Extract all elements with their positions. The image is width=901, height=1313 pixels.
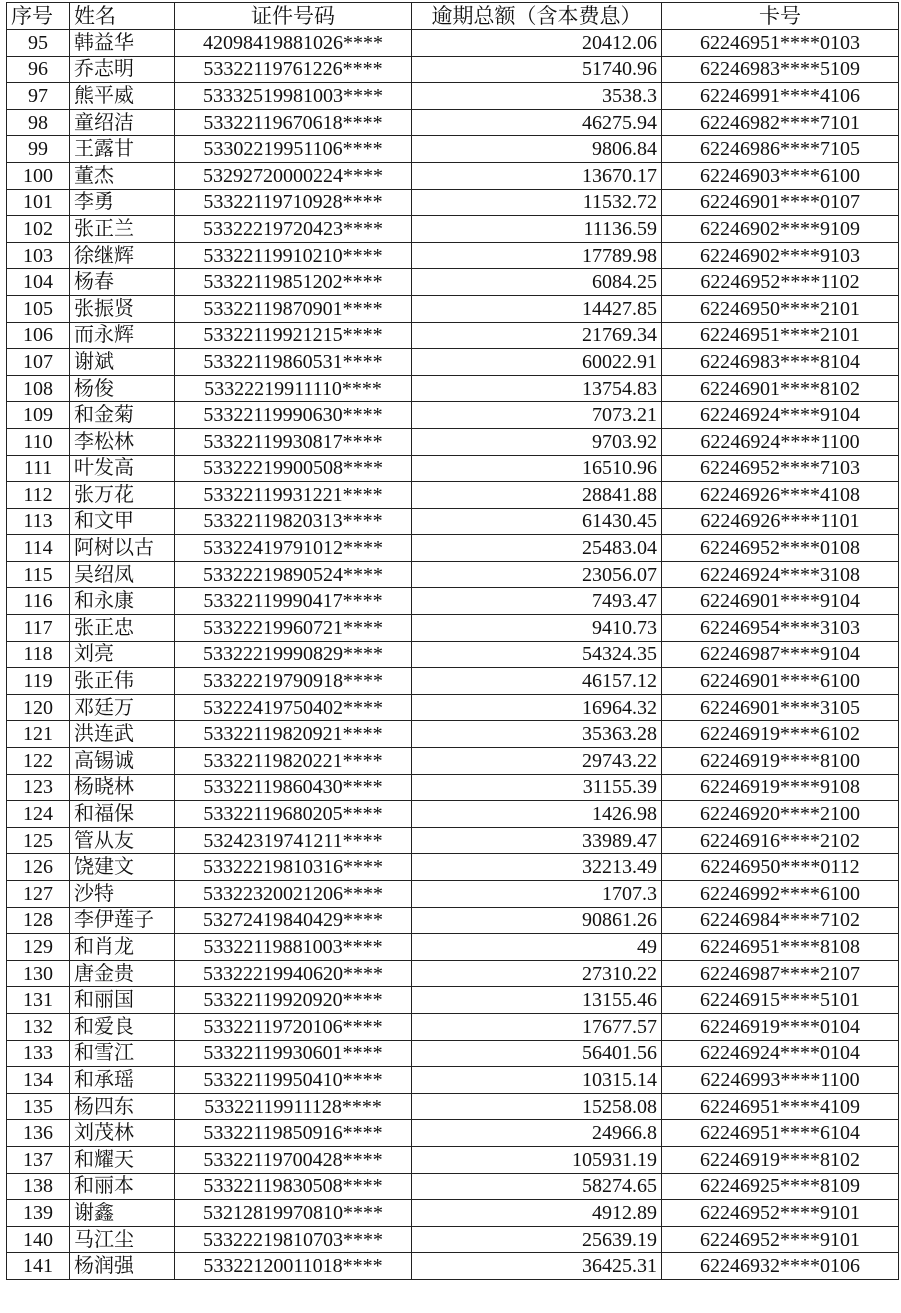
card-number: 62246916****2102 <box>662 827 899 854</box>
row-index: 111 <box>7 455 70 482</box>
id-number: 53322320021206**** <box>175 881 412 908</box>
person-name: 李松林 <box>70 428 175 455</box>
row-index: 134 <box>7 1067 70 1094</box>
card-number: 62246901****0107 <box>662 189 899 216</box>
table-row <box>7 242 899 269</box>
table-row <box>7 748 899 775</box>
table-row <box>7 162 899 189</box>
card-number: 62246924****0104 <box>662 1040 899 1067</box>
table-row <box>7 349 899 376</box>
id-number: 53322219810703**** <box>175 1226 412 1253</box>
card-number: 62246951****2101 <box>662 322 899 349</box>
table-row <box>7 402 899 429</box>
row-index: 103 <box>7 242 70 269</box>
overdue-amount: 25483.04 <box>412 535 662 562</box>
table-row <box>7 774 899 801</box>
id-number: 53322119851202**** <box>175 269 412 296</box>
id-number: 53322119920920**** <box>175 987 412 1014</box>
table-row <box>7 83 899 110</box>
person-name: 唐金贵 <box>70 960 175 987</box>
card-number: 62246901****8102 <box>662 375 899 402</box>
row-index: 105 <box>7 295 70 322</box>
row-index: 122 <box>7 748 70 775</box>
overdue-amount: 51740.96 <box>412 56 662 83</box>
row-index: 138 <box>7 1173 70 1200</box>
row-index: 102 <box>7 216 70 243</box>
card-number: 62246952****9101 <box>662 1200 899 1227</box>
table-row <box>7 375 899 402</box>
overdue-amount: 32213.49 <box>412 854 662 881</box>
row-index: 117 <box>7 615 70 642</box>
id-number: 53322119990630**** <box>175 402 412 429</box>
overdue-amount: 21769.34 <box>412 322 662 349</box>
id-number: 53322119910210**** <box>175 242 412 269</box>
table-row <box>7 721 899 748</box>
row-index: 128 <box>7 907 70 934</box>
table-row <box>7 1120 899 1147</box>
card-number: 62246952****1102 <box>662 269 899 296</box>
id-number: 42098419881026**** <box>175 30 412 57</box>
row-index: 133 <box>7 1040 70 1067</box>
person-name: 和雪江 <box>70 1040 175 1067</box>
person-name: 邓廷万 <box>70 694 175 721</box>
row-index: 132 <box>7 1013 70 1040</box>
overdue-amount: 13670.17 <box>412 162 662 189</box>
table-body <box>7 30 899 1280</box>
person-name: 杨四东 <box>70 1093 175 1120</box>
card-number: 62246902****9109 <box>662 216 899 243</box>
id-number: 53322219940620**** <box>175 960 412 987</box>
table-row <box>7 109 899 136</box>
id-number: 53322119680205**** <box>175 801 412 828</box>
person-name: 董杰 <box>70 162 175 189</box>
person-name: 叶发高 <box>70 455 175 482</box>
header-id-number: 证件号码 <box>175 3 412 30</box>
overdue-amount: 4912.89 <box>412 1200 662 1227</box>
row-index: 127 <box>7 881 70 908</box>
table-row <box>7 615 899 642</box>
id-number: 53332519981003**** <box>175 83 412 110</box>
overdue-amount: 17677.57 <box>412 1013 662 1040</box>
table-row <box>7 1067 899 1094</box>
card-number: 62246954****3103 <box>662 615 899 642</box>
header-index: 序号 <box>7 3 70 30</box>
card-number: 62246952****7103 <box>662 455 899 482</box>
id-number: 53222419750402**** <box>175 694 412 721</box>
overdue-amount: 61430.45 <box>412 508 662 535</box>
overdue-amount: 46275.94 <box>412 109 662 136</box>
person-name: 马江尘 <box>70 1226 175 1253</box>
table-row <box>7 269 899 296</box>
row-index: 115 <box>7 561 70 588</box>
row-index: 101 <box>7 189 70 216</box>
card-number: 62246992****6100 <box>662 881 899 908</box>
row-index: 99 <box>7 136 70 163</box>
row-index: 106 <box>7 322 70 349</box>
id-number: 53322119860531**** <box>175 349 412 376</box>
person-name: 阿树以古 <box>70 535 175 562</box>
person-name: 张正伟 <box>70 668 175 695</box>
row-index: 141 <box>7 1253 70 1280</box>
id-number: 53322119930817**** <box>175 428 412 455</box>
person-name: 王露甘 <box>70 136 175 163</box>
card-number: 62246984****7102 <box>662 907 899 934</box>
person-name: 吴绍凤 <box>70 561 175 588</box>
overdue-amount: 13155.46 <box>412 987 662 1014</box>
row-index: 124 <box>7 801 70 828</box>
card-number: 62246951****4109 <box>662 1093 899 1120</box>
card-number: 62246924****9104 <box>662 402 899 429</box>
overdue-amount: 11532.72 <box>412 189 662 216</box>
card-number: 62246919****0104 <box>662 1013 899 1040</box>
person-name: 熊平威 <box>70 83 175 110</box>
overdue-amount: 27310.22 <box>412 960 662 987</box>
id-number: 53322119830508**** <box>175 1173 412 1200</box>
id-number: 53292720000224**** <box>175 162 412 189</box>
table-row <box>7 1173 899 1200</box>
person-name: 张振贤 <box>70 295 175 322</box>
person-name: 和丽本 <box>70 1173 175 1200</box>
table-row <box>7 30 899 57</box>
person-name: 韩益华 <box>70 30 175 57</box>
person-name: 和耀天 <box>70 1146 175 1173</box>
row-index: 108 <box>7 375 70 402</box>
person-name: 和福保 <box>70 801 175 828</box>
person-name: 杨春 <box>70 269 175 296</box>
card-number: 62246982****7101 <box>662 109 899 136</box>
person-name: 李伊莲子 <box>70 907 175 934</box>
table-row <box>7 508 899 535</box>
row-index: 107 <box>7 349 70 376</box>
person-name: 徐继辉 <box>70 242 175 269</box>
card-number: 62246950****2101 <box>662 295 899 322</box>
person-name: 杨晓林 <box>70 774 175 801</box>
card-number: 62246951****6104 <box>662 1120 899 1147</box>
row-index: 97 <box>7 83 70 110</box>
overdue-amount: 24966.8 <box>412 1120 662 1147</box>
person-name: 杨润强 <box>70 1253 175 1280</box>
overdue-amount: 17789.98 <box>412 242 662 269</box>
card-number: 62246991****4106 <box>662 83 899 110</box>
table-row <box>7 854 899 881</box>
row-index: 123 <box>7 774 70 801</box>
person-name: 而永辉 <box>70 322 175 349</box>
overdue-amount: 6084.25 <box>412 269 662 296</box>
overdue-amount: 20412.06 <box>412 30 662 57</box>
row-index: 95 <box>7 30 70 57</box>
id-number: 53322219790918**** <box>175 668 412 695</box>
id-number: 53322119870901**** <box>175 295 412 322</box>
header-name: 姓名 <box>70 3 175 30</box>
table-row <box>7 1093 899 1120</box>
table-row <box>7 1200 899 1227</box>
id-number: 53242319741211**** <box>175 827 412 854</box>
table-row <box>7 428 899 455</box>
id-number: 53322119990417**** <box>175 588 412 615</box>
table-row <box>7 641 899 668</box>
overdue-amount: 14427.85 <box>412 295 662 322</box>
overdue-amount: 9410.73 <box>412 615 662 642</box>
overdue-amount: 11136.59 <box>412 216 662 243</box>
id-number: 53322119921215**** <box>175 322 412 349</box>
table-row <box>7 295 899 322</box>
card-number: 62246987****9104 <box>662 641 899 668</box>
card-number: 62246924****1100 <box>662 428 899 455</box>
table-row <box>7 455 899 482</box>
table-row <box>7 907 899 934</box>
id-number: 53322219960721**** <box>175 615 412 642</box>
card-number: 62246924****3108 <box>662 561 899 588</box>
overdue-amount: 36425.31 <box>412 1253 662 1280</box>
person-name: 沙特 <box>70 881 175 908</box>
card-number: 62246919****8102 <box>662 1146 899 1173</box>
id-number: 53322219890524**** <box>175 561 412 588</box>
card-number: 62246919****9108 <box>662 774 899 801</box>
overdue-amount: 13754.83 <box>412 375 662 402</box>
person-name: 李勇 <box>70 189 175 216</box>
table-row <box>7 482 899 509</box>
overdue-amount: 7073.21 <box>412 402 662 429</box>
person-name: 和承瑶 <box>70 1067 175 1094</box>
id-number: 53322119881003**** <box>175 934 412 961</box>
row-index: 119 <box>7 668 70 695</box>
table-row <box>7 56 899 83</box>
table-row <box>7 987 899 1014</box>
overdue-amount: 1707.3 <box>412 881 662 908</box>
table-row <box>7 561 899 588</box>
person-name: 杨俊 <box>70 375 175 402</box>
id-number: 53322119820221**** <box>175 748 412 775</box>
person-name: 童绍洁 <box>70 109 175 136</box>
card-number: 62246950****0112 <box>662 854 899 881</box>
person-name: 刘茂林 <box>70 1120 175 1147</box>
header-overdue-amount: 逾期总额（含本费息） <box>412 3 662 30</box>
overdue-amount: 16510.96 <box>412 455 662 482</box>
table-row <box>7 881 899 908</box>
row-index: 118 <box>7 641 70 668</box>
overdue-amount: 1426.98 <box>412 801 662 828</box>
overdue-amount: 56401.56 <box>412 1040 662 1067</box>
card-number: 62246993****1100 <box>662 1067 899 1094</box>
card-number: 62246919****6102 <box>662 721 899 748</box>
overdue-amount: 54324.35 <box>412 641 662 668</box>
table-row <box>7 136 899 163</box>
row-index: 135 <box>7 1093 70 1120</box>
card-number: 62246925****8109 <box>662 1173 899 1200</box>
overdue-amount: 31155.39 <box>412 774 662 801</box>
id-number: 53272419840429**** <box>175 907 412 934</box>
row-index: 100 <box>7 162 70 189</box>
id-number: 53322119700428**** <box>175 1146 412 1173</box>
card-number: 62246903****6100 <box>662 162 899 189</box>
card-number: 62246952****9101 <box>662 1226 899 1253</box>
id-number: 53212819970810**** <box>175 1200 412 1227</box>
row-index: 139 <box>7 1200 70 1227</box>
person-name: 和肖龙 <box>70 934 175 961</box>
card-number: 62246920****2100 <box>662 801 899 828</box>
card-number: 62246952****0108 <box>662 535 899 562</box>
overdue-amount: 33989.47 <box>412 827 662 854</box>
card-number: 62246926****4108 <box>662 482 899 509</box>
card-number: 62246919****8100 <box>662 748 899 775</box>
row-index: 131 <box>7 987 70 1014</box>
overdue-amount: 46157.12 <box>412 668 662 695</box>
table-row <box>7 535 899 562</box>
id-number: 53322219720423**** <box>175 216 412 243</box>
overdue-amount: 10315.14 <box>412 1067 662 1094</box>
person-name: 高锡诚 <box>70 748 175 775</box>
id-number: 53322119911128**** <box>175 1093 412 1120</box>
table-row <box>7 1013 899 1040</box>
id-number: 53322119820313**** <box>175 508 412 535</box>
row-index: 130 <box>7 960 70 987</box>
card-number: 62246932****0106 <box>662 1253 899 1280</box>
row-index: 136 <box>7 1120 70 1147</box>
overdue-amount: 15258.08 <box>412 1093 662 1120</box>
id-number: 53322120011018**** <box>175 1253 412 1280</box>
overdue-amount: 25639.19 <box>412 1226 662 1253</box>
table-row <box>7 1146 899 1173</box>
person-name: 和丽国 <box>70 987 175 1014</box>
id-number: 53322119931221**** <box>175 482 412 509</box>
overdue-amount: 28841.88 <box>412 482 662 509</box>
header-card-number: 卡号 <box>662 3 899 30</box>
id-number: 53322119670618**** <box>175 109 412 136</box>
card-number: 62246986****7105 <box>662 136 899 163</box>
overdue-amount: 23056.07 <box>412 561 662 588</box>
card-number: 62246901****6100 <box>662 668 899 695</box>
person-name: 乔志明 <box>70 56 175 83</box>
overdue-amount: 29743.22 <box>412 748 662 775</box>
person-name: 张万花 <box>70 482 175 509</box>
overdue-amount: 9806.84 <box>412 136 662 163</box>
row-index: 98 <box>7 109 70 136</box>
row-index: 121 <box>7 721 70 748</box>
overdue-amount: 9703.92 <box>412 428 662 455</box>
id-number: 53322119950410**** <box>175 1067 412 1094</box>
overdue-amount: 60022.91 <box>412 349 662 376</box>
id-number: 53322219990829**** <box>175 641 412 668</box>
row-index: 140 <box>7 1226 70 1253</box>
table-row <box>7 827 899 854</box>
id-number: 53322219810316**** <box>175 854 412 881</box>
person-name: 谢鑫 <box>70 1200 175 1227</box>
person-name: 张正忠 <box>70 615 175 642</box>
card-number: 62246926****1101 <box>662 508 899 535</box>
id-number: 53322219911110**** <box>175 375 412 402</box>
overdue-amount: 35363.28 <box>412 721 662 748</box>
card-number: 62246983****8104 <box>662 349 899 376</box>
table-row <box>7 934 899 961</box>
person-name: 刘亮 <box>70 641 175 668</box>
person-name: 张正兰 <box>70 216 175 243</box>
card-number: 62246915****5101 <box>662 987 899 1014</box>
overdue-debt-table <box>6 2 899 1280</box>
card-number: 62246951****8108 <box>662 934 899 961</box>
card-number: 62246951****0103 <box>662 30 899 57</box>
row-index: 137 <box>7 1146 70 1173</box>
person-name: 和文甲 <box>70 508 175 535</box>
overdue-amount: 105931.19 <box>412 1146 662 1173</box>
table-row <box>7 588 899 615</box>
id-number: 53322419791012**** <box>175 535 412 562</box>
card-number: 62246987****2107 <box>662 960 899 987</box>
row-index: 109 <box>7 402 70 429</box>
id-number: 53322119761226**** <box>175 56 412 83</box>
row-index: 110 <box>7 428 70 455</box>
person-name: 和金菊 <box>70 402 175 429</box>
row-index: 125 <box>7 827 70 854</box>
id-number: 53302219951106**** <box>175 136 412 163</box>
row-index: 129 <box>7 934 70 961</box>
row-index: 112 <box>7 482 70 509</box>
overdue-amount: 58274.65 <box>412 1173 662 1200</box>
row-index: 104 <box>7 269 70 296</box>
row-index: 116 <box>7 588 70 615</box>
table-row <box>7 1253 899 1280</box>
id-number: 53322119820921**** <box>175 721 412 748</box>
table-row <box>7 189 899 216</box>
id-number: 53322119710928**** <box>175 189 412 216</box>
row-index: 126 <box>7 854 70 881</box>
overdue-amount: 90861.26 <box>412 907 662 934</box>
person-name: 和爱良 <box>70 1013 175 1040</box>
person-name: 洪连武 <box>70 721 175 748</box>
row-index: 113 <box>7 508 70 535</box>
table-row <box>7 216 899 243</box>
table-row <box>7 1226 899 1253</box>
person-name: 管从友 <box>70 827 175 854</box>
overdue-amount: 7493.47 <box>412 588 662 615</box>
card-number: 62246983****5109 <box>662 56 899 83</box>
id-number: 53322119930601**** <box>175 1040 412 1067</box>
id-number: 53322219900508**** <box>175 455 412 482</box>
id-number: 53322119850916**** <box>175 1120 412 1147</box>
table-row <box>7 801 899 828</box>
person-name: 谢斌 <box>70 349 175 376</box>
table-row <box>7 322 899 349</box>
header-row <box>7 3 899 30</box>
overdue-amount: 49 <box>412 934 662 961</box>
row-index: 96 <box>7 56 70 83</box>
card-number: 62246902****9103 <box>662 242 899 269</box>
row-index: 120 <box>7 694 70 721</box>
table-row <box>7 668 899 695</box>
card-number: 62246901****9104 <box>662 588 899 615</box>
overdue-amount: 16964.32 <box>412 694 662 721</box>
id-number: 53322119720106**** <box>175 1013 412 1040</box>
id-number: 53322119860430**** <box>175 774 412 801</box>
table-row <box>7 1040 899 1067</box>
table-row <box>7 960 899 987</box>
table-row <box>7 694 899 721</box>
person-name: 饶建文 <box>70 854 175 881</box>
overdue-amount: 3538.3 <box>412 83 662 110</box>
row-index: 114 <box>7 535 70 562</box>
person-name: 和永康 <box>70 588 175 615</box>
card-number: 62246901****3105 <box>662 694 899 721</box>
